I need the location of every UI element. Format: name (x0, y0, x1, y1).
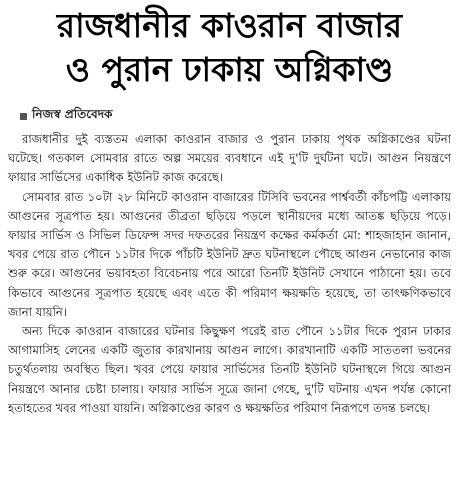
byline (20, 106, 451, 126)
byline-text: নিজস্ব প্রতিবেদক (32, 107, 113, 121)
bullet-icon (20, 113, 27, 120)
headline (8, 4, 451, 92)
paragraph-2: সোমবার রাত ১০টা ২৮ মিনিটে কাওরান বাজারের টিসিবি ভবনের পার্শ্ববর্তী কাঁচপট্টি এলাকায় আগুনের সূত্রপাত হয়। আগুনের তীব্রতা ছড়িয়ে পড়লে স্থানীয়দের মধ্যে আতঙ্ক ছড়িয়ে পড়ে। ফায়ার সার্ভিস ও সিভিল ডিফেন্স সদর দফতরের নিয়ন্ত্রণ কক্ষের কর্মকর্তা মো: শাহজাহান জানান, খবর পেয়ে রাত পৌনে ১১টার দিকে পাঁচটি ইউনিট দ্রুত ঘটনাস্থলে পৌছে আগুন নেভানোর কাজ শুরু করে। আগুনের ভয়াবহতা বিবেচনায় পরে আরো তিনটি ইউনিট সেখানে পাঠানো হয়। তবে কিভাবে আগুনের সূত্রপাত হয়েছে এবং এতে কী পরিমাণ ক্ষয়ক্ষতি হয়েছে, তা তাৎক্ষণিকভাবে জানা যায়নি। (8, 189, 451, 319)
paragraph-3: অন্য দিকে কাওরান বাজারের ঘটনার কিছুক্ষণ পরেই রাত পৌনে ১১টার দিকে পুরান ঢাকার আগামাসিহ লেনের একটি জুতার কারখানায় আগুন লাগে। কারখানাটি একটি সাততলা ভবনের চতুর্থতলায় অবস্থিত ছিল। খবর পেয়ে ফায়ার সার্ভিসের তিনটি ইউনিট ঘটনাস্থলে গিয়ে আগুন নিয়ন্ত্রণে আনার চেষ্টা চালায়। ফায়ার সার্ভিস সূত্রে জানা গেছে, দু'টি ঘটনায় এখন পর্যন্ত কোনো হতাহতের খবর পাওয়া যায়নি। অগ্নিকাণ্ডের কারণ ও ক্ষয়ক্ষতির পরিমাণ নিরূপণে তদন্ত চলছে। (8, 324, 451, 415)
headline-line-1: রাজধানীর কাওরান বাজার (56, 6, 403, 45)
paragraph-1: রাজধানীর দুই ব্যস্ততম এলাকা কাওরান বাজার ও পুরান ঢাকায় পৃথক অগ্নিকাণ্ডের ঘটনা ঘটেছে। গতকাল সোমবার রাতে অল্প সময়ের ব্যবধানে এই দু'টি দুর্ঘটনা ঘটে। আগুন নিয়ন্ত্রণে ফায়ার সার্ভিসের একাধিক ইউনিট কাজ করেছে। (8, 132, 451, 185)
headline-line-2: ও পুরান ঢাকায় অগ্নিকাণ্ড (65, 50, 394, 89)
article-body (8, 130, 451, 418)
